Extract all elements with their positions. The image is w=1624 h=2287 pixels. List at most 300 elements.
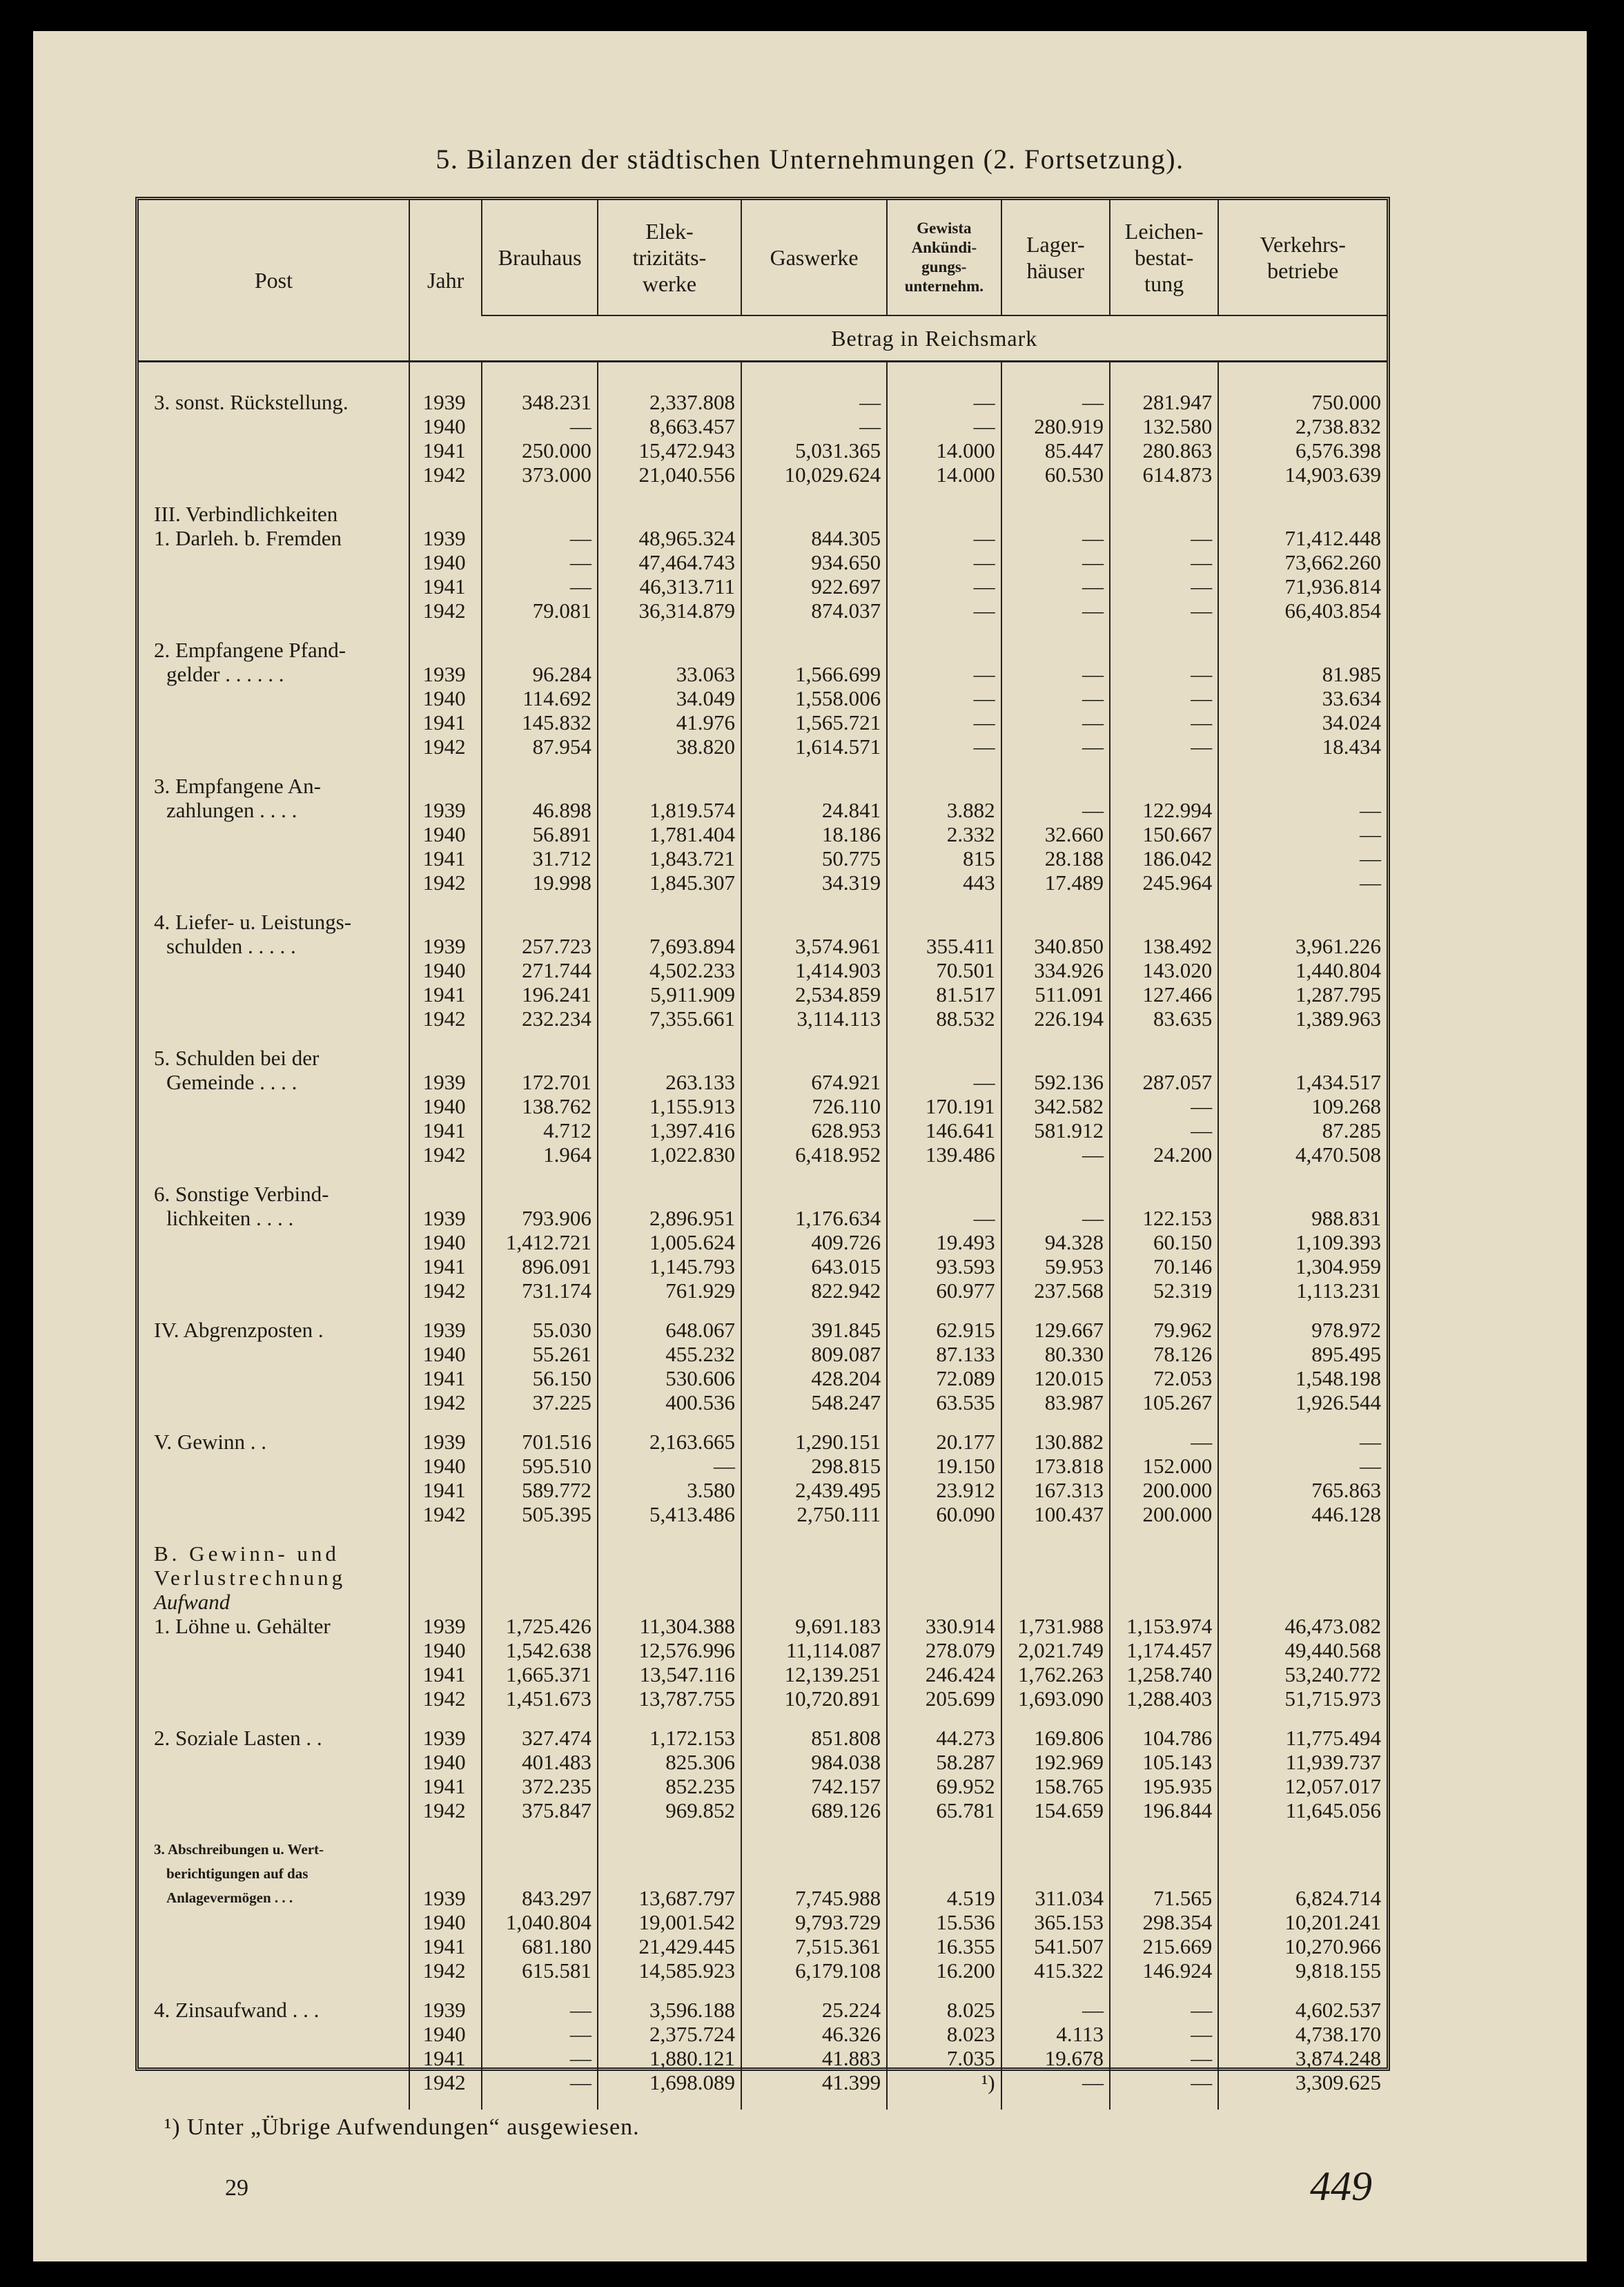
value-cell: 55.261	[482, 1342, 598, 1366]
empty-cell	[1218, 502, 1387, 526]
empty-cell	[887, 1590, 1001, 1614]
gap-cell	[409, 1983, 482, 1998]
value-cell: 72.089	[887, 1366, 1001, 1390]
gap-cell	[1110, 623, 1218, 638]
value-cell: 50.775	[741, 846, 887, 870]
gap-cell	[409, 487, 482, 502]
value-cell: 1,397.416	[598, 1118, 741, 1142]
value-cell: 81.985	[1218, 662, 1387, 686]
value-cell: 7.035	[887, 2046, 1001, 2070]
header-unit: Betrag in Reichsmark	[482, 315, 1387, 360]
value-cell: 1,287.795	[1218, 982, 1387, 1006]
empty-cell	[741, 1541, 887, 1566]
value-cell: 3,596.188	[598, 1998, 741, 2022]
year-cell: 1941	[409, 710, 482, 734]
empty-cell	[1001, 1046, 1110, 1070]
gap-cell	[1001, 895, 1110, 910]
value-cell: 761.929	[598, 1278, 741, 1303]
value-cell: 271.744	[482, 958, 598, 982]
year-cell: 1940	[409, 958, 482, 982]
value-cell: —	[1110, 1094, 1218, 1118]
empty-cell	[139, 686, 409, 710]
gap-cell	[1218, 1711, 1387, 1726]
gap-cell	[598, 1711, 741, 1726]
value-cell: —	[598, 1454, 741, 1478]
gap-cell	[482, 1526, 598, 1541]
value-cell: —	[482, 2046, 598, 2070]
gap-cell	[887, 1711, 1001, 1726]
empty-cell	[1110, 1541, 1218, 1566]
value-cell: 146.641	[887, 1118, 1001, 1142]
gap-cell	[482, 1822, 598, 1838]
table-row	[139, 1662, 1387, 1686]
value-cell: 896.091	[482, 1254, 598, 1278]
year-cell: 1942	[409, 1502, 482, 1526]
gap-cell	[139, 895, 409, 910]
value-cell: 18.434	[1218, 734, 1387, 759]
value-cell: 922.697	[741, 574, 887, 598]
value-cell: 114.692	[482, 686, 598, 710]
value-cell: 355.411	[887, 934, 1001, 958]
value-cell: 9,691.183	[741, 1614, 887, 1638]
year-cell: 1942	[409, 463, 482, 487]
value-cell: 505.395	[482, 1502, 598, 1526]
value-cell: 581.912	[1001, 1118, 1110, 1142]
value-cell: 196.844	[1110, 1798, 1218, 1822]
table-row	[139, 1958, 1387, 1983]
value-cell: 16.200	[887, 1958, 1001, 1983]
empty-cell	[1218, 774, 1387, 798]
value-cell: 1,174.457	[1110, 1638, 1218, 1662]
empty-cell	[598, 1862, 741, 1886]
gap-cell	[1001, 759, 1110, 774]
value-cell: 122.994	[1110, 798, 1218, 822]
value-cell: 5,031.365	[741, 438, 887, 463]
year-cell: 1941	[409, 1774, 482, 1798]
empty-cell	[482, 1590, 598, 1614]
value-cell: 8.025	[887, 1998, 1001, 2022]
gap-cell	[1110, 759, 1218, 774]
value-cell: 170.191	[887, 1094, 1001, 1118]
gap-cell	[139, 759, 409, 774]
value-cell: —	[1110, 1430, 1218, 1454]
empty-cell	[741, 638, 887, 662]
empty-cell	[139, 414, 409, 438]
value-cell: 48,965.324	[598, 526, 741, 550]
table-row	[139, 1070, 1387, 1094]
table-row	[139, 1934, 1387, 1958]
gap-cell	[741, 623, 887, 638]
value-cell: 1,566.699	[741, 662, 887, 686]
value-cell: —	[1110, 526, 1218, 550]
year-cell: 1941	[409, 1118, 482, 1142]
value-cell: 73,662.260	[1218, 550, 1387, 574]
value-cell: —	[1001, 1142, 1110, 1167]
empty-cell	[1110, 1182, 1218, 1206]
year-cell: 1940	[409, 2022, 482, 2046]
value-cell: 11,775.494	[1218, 1726, 1387, 1750]
value-cell: 41.399	[741, 2070, 887, 2094]
value-cell: 36,314.879	[598, 598, 741, 623]
value-cell: 13,687.797	[598, 1886, 741, 1910]
row-label: 2. Soziale Lasten . .	[154, 1726, 322, 1750]
value-cell: 215.669	[1110, 1934, 1218, 1958]
value-cell: 21,040.556	[598, 463, 741, 487]
value-cell: 154.659	[1001, 1798, 1110, 1822]
empty-cell	[139, 734, 409, 759]
header-jahr: Jahr	[409, 200, 482, 360]
table-row	[139, 1278, 1387, 1303]
value-cell: 1,145.793	[598, 1254, 741, 1278]
empty-cell	[409, 774, 482, 798]
value-cell: —	[1110, 1998, 1218, 2022]
value-cell: —	[1218, 846, 1387, 870]
value-cell: 615.581	[482, 1958, 598, 1983]
value-cell: 2,163.665	[598, 1430, 741, 1454]
gap-cell	[1001, 1303, 1110, 1318]
value-cell: 145.832	[482, 710, 598, 734]
gap-cell	[598, 1983, 741, 1998]
value-cell: 34.319	[741, 870, 887, 895]
empty-cell	[139, 870, 409, 895]
value-cell: 1,109.393	[1218, 1230, 1387, 1254]
value-cell: —	[887, 526, 1001, 550]
value-cell: 373.000	[482, 463, 598, 487]
empty-cell	[482, 1862, 598, 1886]
empty-cell	[598, 1590, 741, 1614]
gap-cell	[598, 759, 741, 774]
value-cell: 19.493	[887, 1230, 1001, 1254]
value-cell: —	[1001, 710, 1110, 734]
table-row	[139, 982, 1387, 1006]
value-cell: 298.815	[741, 1454, 887, 1478]
value-cell: 1,725.426	[482, 1614, 598, 1638]
table-row	[139, 1366, 1387, 1390]
empty-cell	[887, 774, 1001, 798]
year-cell: 1942	[409, 2070, 482, 2094]
header-col-2: Gaswerke	[741, 200, 887, 315]
table-row	[139, 1478, 1387, 1502]
value-cell: 257.723	[482, 934, 598, 958]
empty-cell	[139, 1142, 409, 1167]
empty-cell	[598, 1046, 741, 1070]
value-cell: 59.953	[1001, 1254, 1110, 1278]
value-cell: 895.495	[1218, 1342, 1387, 1366]
empty-cell	[1218, 1182, 1387, 1206]
value-cell: 24.841	[741, 798, 887, 822]
value-cell: —	[1110, 662, 1218, 686]
year-cell: 1941	[409, 1366, 482, 1390]
value-cell: 1,005.624	[598, 1230, 741, 1254]
value-cell: 31.712	[482, 846, 598, 870]
value-cell: 2,750.111	[741, 1502, 887, 1526]
table-row	[139, 438, 1387, 463]
value-cell: 83.635	[1110, 1006, 1218, 1031]
value-cell: 809.087	[741, 1342, 887, 1366]
value-cell: —	[1001, 2070, 1110, 2094]
value-cell: 169.806	[1001, 1726, 1110, 1750]
gap-cell	[139, 1983, 409, 1998]
gap-cell	[1001, 1167, 1110, 1182]
empty-cell	[139, 598, 409, 623]
gap-cell	[598, 1031, 741, 1046]
value-cell: 192.969	[1001, 1750, 1110, 1774]
empty-cell	[1001, 1566, 1110, 1590]
value-cell: 3,874.248	[1218, 2046, 1387, 2070]
gap-cell	[1110, 1526, 1218, 1541]
empty-cell	[139, 1958, 409, 1983]
gap-cell	[887, 1414, 1001, 1430]
value-cell: 1,040.804	[482, 1910, 598, 1934]
value-cell: —	[482, 2022, 598, 2046]
page-title: 5. Bilanzen der städtischen Unternehmungen (2. Fortsetzung).	[436, 144, 1184, 175]
value-cell: 3,574.961	[741, 934, 887, 958]
gap-cell	[741, 487, 887, 502]
empty-cell	[741, 774, 887, 798]
gap-cell	[887, 487, 1001, 502]
value-cell: 4.712	[482, 1118, 598, 1142]
empty-cell	[139, 710, 409, 734]
value-cell: 1,819.574	[598, 798, 741, 822]
value-cell: 6,418.952	[741, 1142, 887, 1167]
value-cell: 2,534.859	[741, 982, 887, 1006]
section-heading-aufwand: Aufwand	[154, 1590, 231, 1614]
value-cell: 334.926	[1001, 958, 1110, 982]
value-cell: 58.287	[887, 1750, 1001, 1774]
year-cell: 1939	[409, 1998, 482, 2022]
value-cell: —	[1218, 822, 1387, 846]
empty-cell	[139, 1910, 409, 1934]
empty-cell	[1218, 1566, 1387, 1590]
value-cell: 5,911.909	[598, 982, 741, 1006]
value-cell: 122.153	[1110, 1206, 1218, 1230]
gap-cell	[1110, 1303, 1218, 1318]
table-row	[139, 1614, 1387, 1638]
empty-cell	[409, 1862, 482, 1886]
value-cell: 70.501	[887, 958, 1001, 982]
gap-cell	[598, 623, 741, 638]
value-cell: 3,309.625	[1218, 2070, 1387, 2094]
value-cell: —	[887, 390, 1001, 414]
value-cell: 49,440.568	[1218, 1638, 1387, 1662]
value-cell: 1,153.974	[1110, 1614, 1218, 1638]
value-cell: —	[1001, 390, 1110, 414]
value-cell: —	[887, 734, 1001, 759]
year-cell: 1940	[409, 1750, 482, 1774]
empty-cell	[598, 774, 741, 798]
value-cell: 681.180	[482, 1934, 598, 1958]
year-cell: 1942	[409, 1142, 482, 1167]
gap-cell	[1001, 1983, 1110, 1998]
value-cell: 2,439.495	[741, 1478, 887, 1502]
value-cell: 1,731.988	[1001, 1614, 1110, 1638]
table-row	[139, 1230, 1387, 1254]
row-label: 1. Darleh. b. Fremden	[154, 526, 342, 550]
empty-cell	[139, 1230, 409, 1254]
value-cell: —	[1001, 526, 1110, 550]
value-cell: 94.328	[1001, 1230, 1110, 1254]
row-label: 4. Zinsaufwand . . .	[154, 1998, 320, 2022]
value-cell: 375.847	[482, 1798, 598, 1822]
section-heading-b: B. Gewinn- und	[154, 1541, 340, 1566]
table-body	[139, 362, 1387, 2110]
value-cell: 70.146	[1110, 1254, 1218, 1278]
gap-cell	[887, 623, 1001, 638]
table-row	[139, 870, 1387, 895]
gap-cell	[741, 1031, 887, 1046]
year-cell: 1940	[409, 550, 482, 574]
value-cell: 13,787.755	[598, 1686, 741, 1711]
value-cell: 548.247	[741, 1390, 887, 1414]
gap-cell	[139, 1414, 409, 1430]
value-cell: 23.912	[887, 1478, 1001, 1502]
empty-cell	[139, 1454, 409, 1478]
value-cell: 455.232	[598, 1342, 741, 1366]
value-cell: —	[482, 550, 598, 574]
gap-cell	[1110, 1031, 1218, 1046]
value-cell: 822.942	[741, 1278, 887, 1303]
value-cell: 6,179.108	[741, 1958, 887, 1983]
gap-cell	[1001, 1031, 1110, 1046]
value-cell: 34.024	[1218, 710, 1387, 734]
year-cell: 1942	[409, 734, 482, 759]
value-cell: 844.305	[741, 526, 887, 550]
value-cell: 232.234	[482, 1006, 598, 1031]
empty-cell	[1001, 910, 1110, 934]
empty-cell	[598, 910, 741, 934]
gap-cell	[1110, 2094, 1218, 2110]
empty-cell	[1218, 1541, 1387, 1566]
table-row	[139, 1798, 1387, 1822]
value-cell: 446.128	[1218, 1502, 1387, 1526]
gap-cell	[598, 1526, 741, 1541]
year-cell: 1939	[409, 1318, 482, 1342]
value-cell: 311.034	[1001, 1886, 1110, 1910]
value-cell: 4,470.508	[1218, 1142, 1387, 1167]
empty-cell	[139, 1254, 409, 1278]
year-cell: 1939	[409, 390, 482, 414]
value-cell: 1,558.006	[741, 686, 887, 710]
value-cell: 8,663.457	[598, 414, 741, 438]
year-cell: 1939	[409, 798, 482, 822]
value-cell: 88.532	[887, 1006, 1001, 1031]
empty-cell	[1110, 638, 1218, 662]
empty-cell	[139, 463, 409, 487]
table-row	[139, 1430, 1387, 1454]
value-cell: 85.447	[1001, 438, 1110, 463]
value-cell: —	[887, 1070, 1001, 1094]
empty-cell	[598, 638, 741, 662]
gap-cell	[1110, 1167, 1218, 1182]
gap-cell	[887, 1526, 1001, 1541]
gap-cell	[1110, 1983, 1218, 1998]
value-cell: 12,139.251	[741, 1662, 887, 1686]
value-cell: 1,258.740	[1110, 1662, 1218, 1686]
value-cell: 63.535	[887, 1390, 1001, 1414]
gap-cell	[598, 895, 741, 910]
value-cell: 281.947	[1110, 390, 1218, 414]
table-row	[139, 2046, 1387, 2070]
year-cell: 1941	[409, 982, 482, 1006]
value-cell: —	[1110, 574, 1218, 598]
empty-cell	[139, 1366, 409, 1390]
year-cell: 1939	[409, 1206, 482, 1230]
empty-cell	[139, 1750, 409, 1774]
value-cell: 4.113	[1001, 2022, 1110, 2046]
value-cell: 129.667	[1001, 1318, 1110, 1342]
value-cell: —	[482, 1998, 598, 2022]
header-col-0: Brauhaus	[482, 200, 598, 315]
gap-cell	[741, 362, 887, 391]
header-col-3: Gewista Ankündi- gungs- unternehm.	[887, 200, 1001, 315]
value-cell: 7,745.988	[741, 1886, 887, 1910]
year-cell: 1940	[409, 686, 482, 710]
value-cell: 79.962	[1110, 1318, 1218, 1342]
value-cell: 280.919	[1001, 414, 1110, 438]
row-label-line1: 2. Empfangene Pfand-	[154, 638, 346, 662]
gap-cell	[1218, 2094, 1387, 2110]
gap-cell	[598, 1414, 741, 1430]
value-cell: —	[482, 526, 598, 550]
value-cell: 60.530	[1001, 463, 1110, 487]
value-cell: 7,355.661	[598, 1006, 741, 1031]
year-cell: 1940	[409, 822, 482, 846]
gap-cell	[741, 1526, 887, 1541]
value-cell: 15,472.943	[598, 438, 741, 463]
value-cell: 7,515.361	[741, 1934, 887, 1958]
row-label-line1: 6. Sonstige Verbind-	[154, 1182, 329, 1206]
value-cell: 1,113.231	[1218, 1278, 1387, 1303]
value-cell: —	[1110, 734, 1218, 759]
empty-cell	[139, 1934, 409, 1958]
value-cell: 20.177	[887, 1430, 1001, 1454]
table-row	[139, 1142, 1387, 1167]
value-cell: 83.987	[1001, 1390, 1110, 1414]
value-cell: 11,645.056	[1218, 1798, 1387, 1822]
empty-cell	[139, 438, 409, 463]
value-cell: 11,939.737	[1218, 1750, 1387, 1774]
value-cell: 765.863	[1218, 1478, 1387, 1502]
value-cell: —	[1001, 734, 1110, 759]
gap-cell	[482, 1711, 598, 1726]
value-cell: —	[1001, 1206, 1110, 1230]
value-cell: 96.284	[482, 662, 598, 686]
empty-cell	[1001, 638, 1110, 662]
header-col-6: Verkehrs- betriebe	[1218, 200, 1387, 315]
table-row	[139, 798, 1387, 822]
value-cell: 592.136	[1001, 1070, 1110, 1094]
year-cell: 1941	[409, 1662, 482, 1686]
value-cell: 3.580	[598, 1478, 741, 1502]
gap-cell	[409, 1167, 482, 1182]
year-cell: 1942	[409, 1686, 482, 1711]
value-cell: —	[1218, 1430, 1387, 1454]
empty-cell	[741, 1590, 887, 1614]
table-row	[139, 1774, 1387, 1798]
value-cell: —	[887, 598, 1001, 623]
empty-cell	[482, 502, 598, 526]
value-cell: 237.568	[1001, 1278, 1110, 1303]
value-cell: 87.285	[1218, 1118, 1387, 1142]
empty-cell	[741, 1046, 887, 1070]
value-cell: 4,502.233	[598, 958, 741, 982]
gap-cell	[1218, 1167, 1387, 1182]
value-cell: 205.699	[887, 1686, 1001, 1711]
value-cell: 93.593	[887, 1254, 1001, 1278]
row-label: Anlagevermögen . . .	[166, 1889, 293, 1906]
empty-cell	[1218, 1046, 1387, 1070]
gap-cell	[887, 759, 1001, 774]
